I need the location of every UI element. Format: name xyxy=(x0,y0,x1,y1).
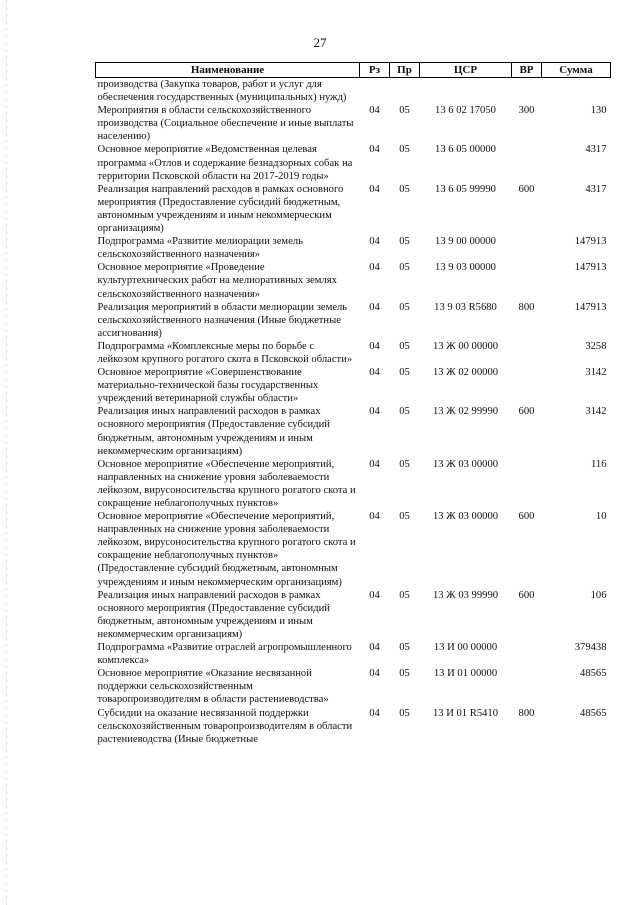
cell-name: Субсидии на оказание несвязанной поддержки сельскохозяйственным товаропроизводителям в области растениеводства (Иные бюджетные xyxy=(97,707,353,745)
cell-rz: 04 xyxy=(369,105,380,117)
cell-name: Реализация мероприятий в области мелиорации земель сельскохозяйственного назначения (Иные бюджетные ассигнования) xyxy=(97,301,348,339)
cell-rz: 04 xyxy=(369,406,380,418)
budget-table xyxy=(95,62,611,746)
cell-rz: 04 xyxy=(369,144,380,156)
cell-name: Основное мероприятие «Проведение культуртехнических работ на мелиоративных землях сельскохозяйственного назначения» xyxy=(97,262,337,300)
cell-sum: 3142 xyxy=(585,367,607,379)
cell-csr: 13 9 03 R5680 xyxy=(434,301,497,313)
page-number: 27 xyxy=(313,35,327,50)
table-row xyxy=(96,261,611,300)
cell-vr: 300 xyxy=(518,105,535,117)
cell-name: Мероприятия в области сельскохозяйственного производства (Социальное обеспечение и иные выплаты населению) xyxy=(97,105,354,143)
table-row xyxy=(96,235,611,261)
cell-csr: 13 9 00 00000 xyxy=(435,236,496,248)
cell-pr: 05 xyxy=(399,642,410,654)
cell-pr: 05 xyxy=(399,236,410,248)
cell-sum xyxy=(542,78,611,105)
cell-name: производства (Закупка товаров, работ и услуг для обеспечения государственных (муниципальных) нужд) xyxy=(97,79,347,104)
cell-sum: 4317 xyxy=(585,183,607,195)
cell-csr: 13 6 05 00000 xyxy=(435,144,496,156)
cell-name: Подпрограмма «Комплексные меры по борьбе с лейкозом крупного рогатого скота в Псковской области» xyxy=(97,340,353,365)
cell-rz: 04 xyxy=(369,642,380,654)
cell-rz: 04 xyxy=(369,183,380,195)
cell-vr: 800 xyxy=(518,707,535,719)
cell-name: Реализация направлений расходов в рамках основного мероприятия (Предоставление субсидий бюджетным, автономным учреждениям и иным некоммерческим организациям) xyxy=(97,183,344,235)
table-header xyxy=(96,63,611,78)
table-row xyxy=(96,183,611,235)
cell-rz: 04 xyxy=(369,262,380,274)
table-row xyxy=(96,707,611,746)
cell-vr: 600 xyxy=(518,183,535,195)
cell-sum: 4317 xyxy=(585,144,607,156)
cell-pr: 05 xyxy=(399,707,410,719)
cell-vr xyxy=(512,366,542,405)
cell-rz: 04 xyxy=(369,367,380,379)
cell-csr: 13 И 00 00000 xyxy=(433,642,498,654)
table-row xyxy=(96,589,611,641)
table-row xyxy=(96,301,611,340)
cell-vr xyxy=(512,458,542,510)
cell-name: Подпрограмма «Развитие отраслей агропромышленного комплекса» xyxy=(97,642,352,667)
cell-sum: 116 xyxy=(591,458,607,470)
table-row xyxy=(96,340,611,366)
table-row xyxy=(96,667,611,706)
header-sum: Сумма xyxy=(542,63,611,78)
cell-rz: 04 xyxy=(369,236,380,248)
cell-name: Реализация иных направлений расходов в рамках основного мероприятия (Предоставление субсидий бюджетным, автономным учреждениям и иным некоммерческим организациям) xyxy=(97,589,330,640)
scan-margin-line xyxy=(6,0,7,905)
cell-csr: 13 6 02 17050 xyxy=(435,105,496,117)
cell-name: Основное мероприятие «Совершенствование материально-технической базы государственных учреждений ветеринарной службы области» xyxy=(97,367,319,405)
cell-sum: 147913 xyxy=(574,301,607,313)
cell-pr: 05 xyxy=(399,340,410,352)
cell-csr: 13 6 05 99990 xyxy=(435,183,496,195)
cell-vr: 600 xyxy=(518,589,535,601)
cell-name: Основное мероприятие «Ведомственная целевая программа «Отлов и содержание безнадзорных собак на территории Псковской области на 2017-2019 годы» xyxy=(97,144,353,182)
header-vr: ВР xyxy=(512,63,542,78)
cell-vr xyxy=(512,340,542,366)
table-row xyxy=(96,104,611,143)
cell-name: Основное мероприятие «Обеспечение мероприятий, направленных на снижение уровня заболеваемости лейкозом, вирусоносительства крупного рогатого скота и сокращение неблагополучных пунктов» (Предоставление субсидий бюджетным, автономным учреждениям и иным некоммерческим организациям) xyxy=(97,511,356,588)
cell-name: Основное мероприятие «Обеспечение мероприятий, направленных на снижение уровня заболеваемости лейкозом, вирусоносительства крупного рогатого скота и сокращение неблагополучных пунктов» xyxy=(97,458,356,509)
cell-sum: 3258 xyxy=(585,340,607,352)
cell-sum: 130 xyxy=(590,105,607,117)
cell-sum: 106 xyxy=(590,589,607,601)
cell-csr: 13 9 03 00000 xyxy=(435,262,496,274)
cell-pr: 05 xyxy=(399,511,410,523)
cell-vr xyxy=(512,143,542,182)
table-row xyxy=(96,143,611,182)
cell-rz: 04 xyxy=(369,511,380,523)
cell-pr: 05 xyxy=(399,668,410,680)
cell-pr: 05 xyxy=(399,105,410,117)
cell-sum: 48565 xyxy=(580,668,607,680)
table-row xyxy=(96,405,611,457)
header-pr: Пр xyxy=(390,63,420,78)
cell-csr: 13 Ж 02 00000 xyxy=(432,367,499,379)
cell-csr: 13 Ж 03 00000 xyxy=(432,511,499,523)
table-row xyxy=(96,458,611,510)
cell-vr: 800 xyxy=(518,301,535,313)
cell-vr xyxy=(512,261,542,300)
cell-rz: 04 xyxy=(369,589,380,601)
cell-sum: 3142 xyxy=(585,406,607,418)
cell-vr xyxy=(512,641,542,667)
cell-rz: 04 xyxy=(369,301,380,313)
cell-csr: 13 Ж 02 99990 xyxy=(432,406,499,418)
cell-rz xyxy=(360,78,390,105)
cell-vr xyxy=(512,235,542,261)
cell-sum: 147913 xyxy=(574,262,607,274)
table-body xyxy=(96,78,611,746)
cell-sum: 147913 xyxy=(574,236,607,248)
cell-name: Основное мероприятие «Оказание несвязанной поддержки сельскохозяйственным товаропроизводителям в области растениеводства» xyxy=(97,668,329,706)
header-csr: ЦСР xyxy=(420,63,512,78)
table-row xyxy=(96,641,611,667)
cell-pr: 05 xyxy=(399,183,410,195)
cell-pr: 05 xyxy=(399,406,410,418)
cell-pr: 05 xyxy=(399,458,410,470)
cell-vr xyxy=(512,78,542,105)
cell-sum: 10 xyxy=(595,511,607,523)
cell-pr: 05 xyxy=(399,367,410,379)
header-rz: Рз xyxy=(360,63,390,78)
cell-vr: 600 xyxy=(518,406,535,418)
cell-sum: 48565 xyxy=(580,707,607,719)
cell-pr: 05 xyxy=(399,301,410,313)
cell-pr: 05 xyxy=(399,589,410,601)
cell-name: Подпрограмма «Развитие мелиорации земель сельскохозяйственного назначения» xyxy=(97,236,303,261)
cell-pr xyxy=(390,78,420,105)
header-name: Наименование xyxy=(96,63,360,78)
cell-sum: 379438 xyxy=(574,642,607,654)
cell-rz: 04 xyxy=(369,340,380,352)
cell-rz: 04 xyxy=(369,458,380,470)
cell-csr: 13 Ж 03 99990 xyxy=(432,589,499,601)
cell-vr xyxy=(512,667,542,706)
cell-csr: 13 И 01 00000 xyxy=(433,668,498,680)
cell-csr xyxy=(420,78,512,105)
cell-vr: 600 xyxy=(518,511,535,523)
header-row xyxy=(96,63,611,78)
cell-csr: 13 Ж 00 00000 xyxy=(432,340,499,352)
cell-pr: 05 xyxy=(399,262,410,274)
cell-rz: 04 xyxy=(369,668,380,680)
table-row xyxy=(96,78,611,105)
cell-pr: 05 xyxy=(399,144,410,156)
cell-csr: 13 Ж 03 00000 xyxy=(432,458,499,470)
cell-csr: 13 И 01 R5410 xyxy=(432,707,499,719)
table-row xyxy=(96,366,611,405)
table-row xyxy=(96,510,611,589)
cell-rz: 04 xyxy=(369,707,380,719)
cell-name: Реализация иных направлений расходов в рамках основного мероприятия (Предоставление субсидий бюджетным, автономным учреждениям и иным некоммерческим организациям) xyxy=(97,406,330,457)
